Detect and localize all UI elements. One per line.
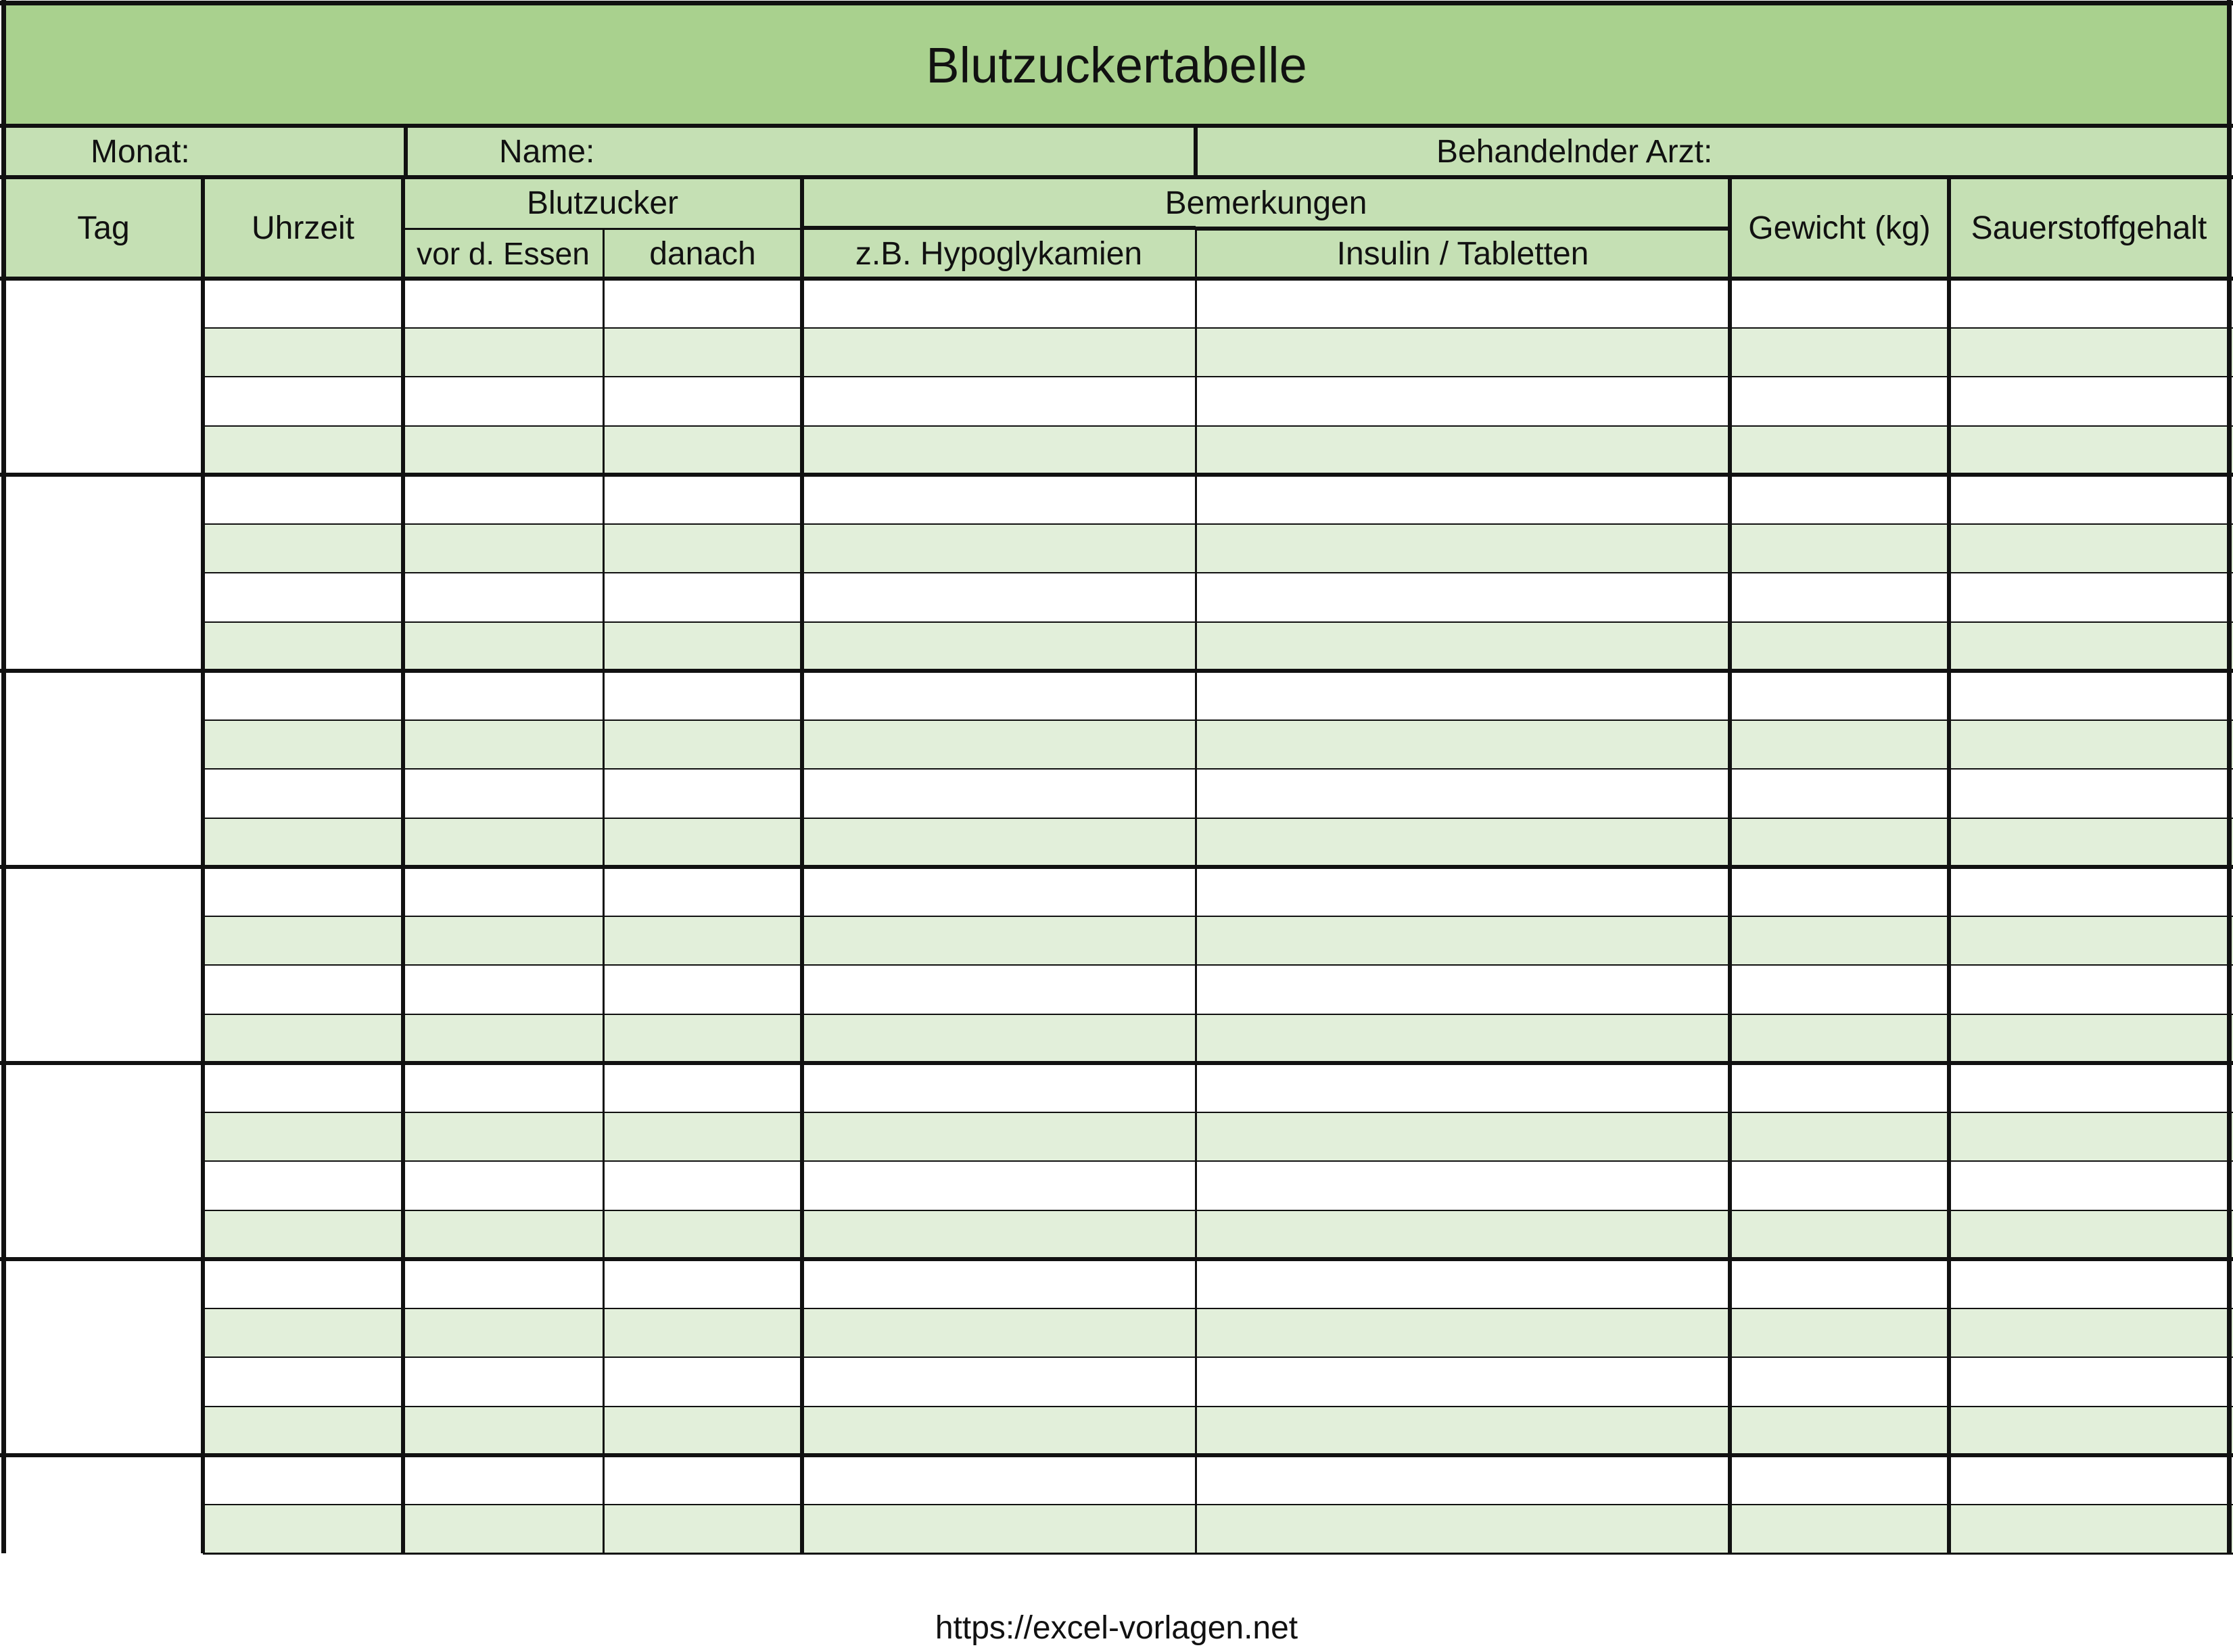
- sheet-title: Blutzuckertabelle: [4, 4, 2229, 126]
- grid-line-horizontal: [203, 1112, 2233, 1113]
- table-row-shaded[interactable]: [203, 916, 2233, 966]
- grid-line-horizontal: [203, 916, 2233, 917]
- oxygen-header: Sauerstoffgehalt: [1949, 177, 2229, 279]
- table-row-shaded[interactable]: [203, 328, 2233, 377]
- grid-line-vertical: [1195, 229, 1197, 1553]
- grid-line-horizontal: [802, 226, 1196, 228]
- grid-line-vertical: [1, 0, 6, 1553]
- grid-line-horizontal: [0, 277, 2233, 281]
- table-row-shaded[interactable]: [203, 720, 2233, 770]
- grid-line-horizontal: [0, 669, 2233, 673]
- grid-line-vertical: [2227, 0, 2232, 1553]
- grid-line-vertical: [404, 126, 408, 177]
- grid-line-horizontal: [203, 572, 2233, 573]
- day-header: Tag: [4, 177, 203, 279]
- doctor-field[interactable]: Behandelnder Arzt:: [1196, 126, 2229, 177]
- table-row-shaded[interactable]: [203, 1210, 2233, 1260]
- footer-url[interactable]: https://excel-vorlagen.net: [935, 1610, 1298, 1646]
- grid-line-horizontal: [0, 473, 2233, 477]
- grid-line-horizontal: [203, 621, 2233, 623]
- grid-line-horizontal: [403, 228, 1196, 230]
- grid-line-horizontal: [0, 124, 2233, 128]
- hypoglycemia-header: z.B. Hypoglykamien: [802, 229, 1196, 279]
- grid-line-vertical: [1947, 177, 1951, 1553]
- grid-line-vertical: [800, 177, 804, 1553]
- grid-line-vertical: [401, 177, 405, 1553]
- grid-line-horizontal: [203, 964, 2233, 966]
- grid-line-horizontal: [203, 1210, 2233, 1211]
- grid-line-horizontal: [203, 425, 2233, 427]
- table-row-shaded[interactable]: [203, 426, 2233, 475]
- grid-line-horizontal: [203, 1406, 2233, 1407]
- grid-line-horizontal: [0, 175, 2233, 179]
- month-field[interactable]: Monat:: [4, 126, 406, 177]
- grid-line-horizontal: [203, 719, 2233, 721]
- grid-line-horizontal: [203, 1014, 2233, 1015]
- grid-line-vertical: [201, 177, 205, 1553]
- table-row-shaded[interactable]: [203, 1112, 2233, 1162]
- grid-line-horizontal: [203, 1356, 2233, 1358]
- grid-line-horizontal: [203, 1160, 2233, 1162]
- grid-line-horizontal: [203, 768, 2233, 770]
- grid-line-horizontal: [0, 1453, 2233, 1457]
- table-row-shaded[interactable]: [203, 1014, 2233, 1064]
- grid-line-horizontal: [203, 1308, 2233, 1309]
- grid-line-horizontal: [203, 523, 2233, 525]
- remarks-header: Bemerkungen: [802, 177, 1730, 229]
- time-header: Uhrzeit: [203, 177, 403, 279]
- grid-line-horizontal: [203, 1504, 2233, 1505]
- grid-line-horizontal: [0, 1257, 2233, 1261]
- table-row-shaded[interactable]: [203, 622, 2233, 671]
- table-row-shaded[interactable]: [203, 1308, 2233, 1358]
- grid-line-horizontal: [0, 1, 2233, 5]
- blood-sugar-header: Blutzucker: [403, 177, 802, 229]
- before-meal-header: vor d. Essen: [403, 229, 603, 279]
- grid-line-horizontal: [0, 865, 2233, 869]
- grid-line-horizontal: [203, 1553, 2233, 1555]
- table-row-shaded[interactable]: [203, 1505, 2233, 1554]
- insulin-header: Insulin / Tabletten: [1196, 229, 1730, 279]
- name-field[interactable]: Name:: [406, 126, 1196, 177]
- grid-line-horizontal: [203, 376, 2233, 377]
- weight-header: Gewicht (kg): [1730, 177, 1949, 279]
- grid-line-horizontal: [0, 1061, 2233, 1065]
- grid-line-vertical: [1728, 177, 1732, 1553]
- table-row-shaded[interactable]: [203, 524, 2233, 573]
- after-meal-header: danach: [603, 229, 802, 279]
- grid-line-horizontal: [203, 327, 2233, 329]
- grid-line-horizontal: [203, 818, 2233, 819]
- grid-line-vertical: [603, 229, 605, 1553]
- table-row-shaded[interactable]: [203, 818, 2233, 868]
- table-row-shaded[interactable]: [203, 1407, 2233, 1456]
- grid-line-vertical: [1194, 126, 1198, 177]
- grid-line-horizontal: [1196, 227, 1730, 231]
